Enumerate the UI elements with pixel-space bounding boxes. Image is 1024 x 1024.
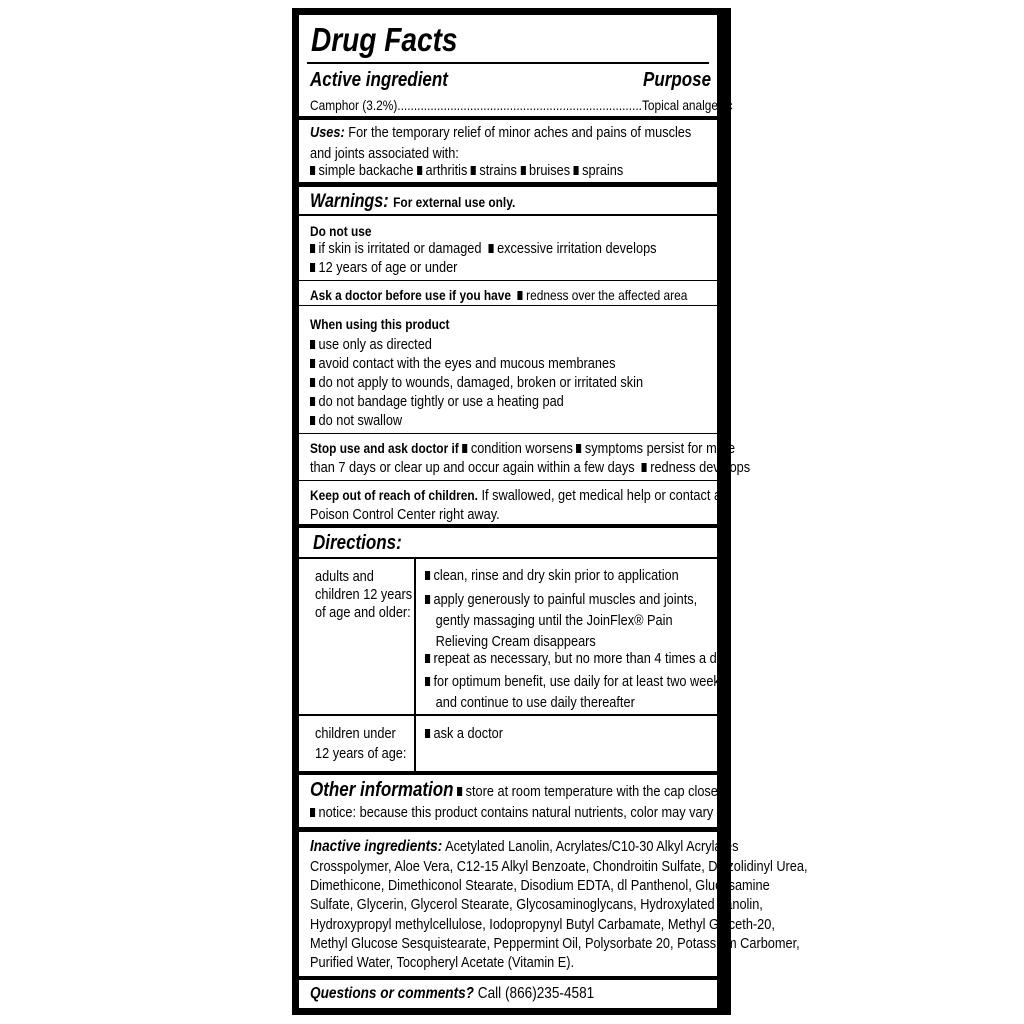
questions-line: Questions or comments? Call (866)235-4581 [310,985,595,1002]
bullet-square-icon [520,166,525,175]
questions-section [299,980,717,1008]
bullet-square-icon [310,808,315,817]
other-information-section [299,775,725,827]
inactive-line: Dimethicone, Dimethiconol Stearate, Disodium EDTA, dl Panthenol, Glucosamine [310,877,770,894]
do-not-use-items-1: if skin is irritated or damaged excessive irritation develops [310,241,718,256]
bullet-square-icon [310,340,315,349]
uses-line-1: Uses: For the temporary relief of minor aches and pains of muscles [310,124,692,141]
title-section [299,15,733,116]
keep-out-line-2: Poison Control Center right away. [310,506,500,523]
warnings-section [299,187,751,524]
do-not-use-heading: Do not use [310,223,372,239]
bullet-square-icon [576,444,581,453]
adults-item-1: clean, rinse and dry skin prior to application [425,568,724,583]
stop-use-line-2: than 7 days or clear up and occur again within a few days redness develops [310,459,751,476]
stop-use-line-1: Stop use and ask doctor if condition worsens symptoms persist for more [310,440,736,457]
children-item-1: ask a doctor [425,726,517,741]
when-using-item: do not apply to wounds, damaged, broken or irritated skin [310,375,702,390]
bullet-square-icon [310,397,315,406]
when-using-item: do not bandage tightly or use a heating pad [310,394,609,409]
when-using-item: use only as directed [310,337,453,352]
bullet-square-icon [425,595,430,604]
uses-items: simple backache arthritis strains bruises sprains [310,163,679,178]
bullet-square-icon [574,166,579,175]
active-ingredient-line: Camphor (3.2%)..........................................................................Topical analgesic [310,97,733,113]
directions-section [299,528,731,771]
when-using-item: do not swallow [310,413,418,428]
bullet-square-icon [310,244,315,253]
bullet-square-icon [471,166,476,175]
other-info-line-1: Other information store at room temperature with the cap closed [310,779,725,801]
bullet-square-icon [425,677,430,686]
adults-label: adults and children 12 years of age and older: [315,568,413,621]
drug-facts-label [292,8,808,1015]
when-using-heading: When using this product [310,316,450,332]
bullet-square-icon [310,263,315,272]
bullet-square-icon [425,571,430,580]
other-info-line-2: notice: because this product contains natural nutrients, color may vary [310,805,784,820]
inactive-line: Hydroxypropyl methylcellulose, Iodopropynyl Butyl Carbamate, Methyl Gluceth-20, [310,916,775,933]
inactive-ingredients-section [299,832,808,976]
adults-item-4: for optimum benefit, use daily for at least two weeks and continue to use daily thereafter [425,671,779,713]
inactive-line: Sulfate, Glycerin, Glycerol Stearate, Glycosaminoglycans, Hydroxylated Lanolin, [310,896,763,913]
inactive-line: Crosspolymer, Aloe Vera, C12-15 Alkyl Benzoate, Chondroitin Sulfate, Diazolidinyl Urea, [310,858,808,875]
uses-line-2: and joints associated with: [310,145,459,162]
inactive-line: Inactive ingredients: Acetylated Lanolin, Acrylates/C10-30 Alkyl Acrylates [310,838,739,855]
ask-doctor-line: Ask a doctor before use if you have redness over the affected area [310,287,688,303]
adults-item-2: apply generously to painful muscles and joints, gently massaging until the JoinFlex® Pain Relieving Cream disappears [425,589,745,652]
warnings-heading: Warnings: For external use only. [310,191,516,212]
uses-section [299,120,717,182]
bullet-square-icon [310,166,315,175]
bullet-square-icon [310,378,315,387]
bullet-square-icon [425,729,430,738]
bullet-square-icon [417,166,422,175]
bullet-square-icon [310,416,315,425]
inactive-line: Purified Water, Tocopheryl Acetate (Vitamin E). [310,954,575,971]
page-title: Drug Facts [311,21,458,58]
bullet-square-icon [457,787,462,796]
bullet-square-icon [518,291,523,300]
bullet-square-icon [310,359,315,368]
children-label: children under 12 years of age: [315,725,407,762]
purpose-heading: Purpose [642,69,711,91]
bullet-square-icon [489,244,494,253]
directions-heading: Directions: [313,532,402,554]
active-ingredient-heading: Active ingredient [310,69,448,91]
keep-out-line-1: Keep out of reach of children. If swallowed, get medical help or contact a [310,487,722,504]
do-not-use-items-2: 12 years of age or under [310,260,483,275]
bullet-square-icon [462,444,467,453]
inactive-line: Methyl Glucose Sesquistearate, Peppermint Oil, Polysorbate 20, Potassium Carbomer, [310,935,800,952]
when-using-item: avoid contact with the eyes and mucous membranes [310,356,669,371]
bullet-square-icon [425,654,430,663]
bullet-square-icon [642,463,647,472]
adults-item-3: repeat as necessary, but no more than 4 times a day [425,651,784,666]
